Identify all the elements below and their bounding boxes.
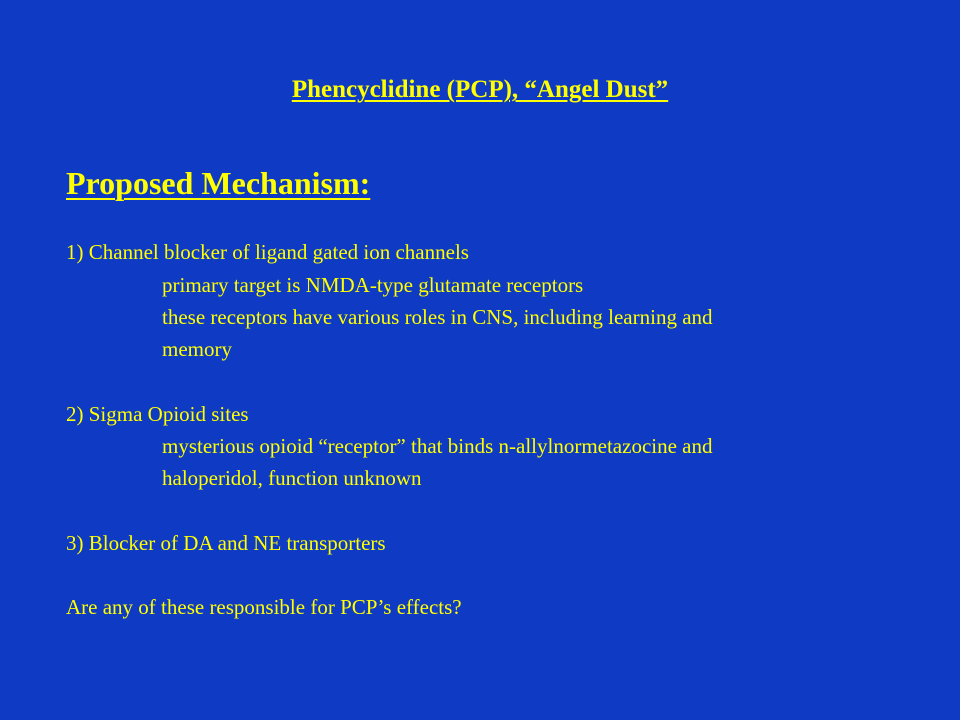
point-2-label: 2) Sigma Opioid sites (66, 402, 249, 426)
section-heading: Proposed Mechanism: (66, 165, 371, 201)
closing-question: Are any of these responsible for PCP’s effects? (66, 595, 462, 619)
point-1-label: 1) Channel blocker of ligand gated ion channels (66, 240, 469, 264)
slide-title: Phencyclidine (PCP), “Angel Dust” (291, 76, 669, 103)
point-1-detail-3: memory (162, 337, 232, 361)
point-2-detail-2: haloperidol, function unknown (162, 466, 422, 490)
point-3-label: 3) Blocker of DA and NE transporters (66, 531, 386, 555)
point-2-detail-1: mysterious opioid “receptor” that binds n-allylnormetazocine and (162, 434, 713, 458)
point-1-detail-1: primary target is NMDA-type glutamate receptors (162, 273, 584, 297)
point-1-detail-2: these receptors have various roles in CNS, including learning and (162, 305, 713, 329)
